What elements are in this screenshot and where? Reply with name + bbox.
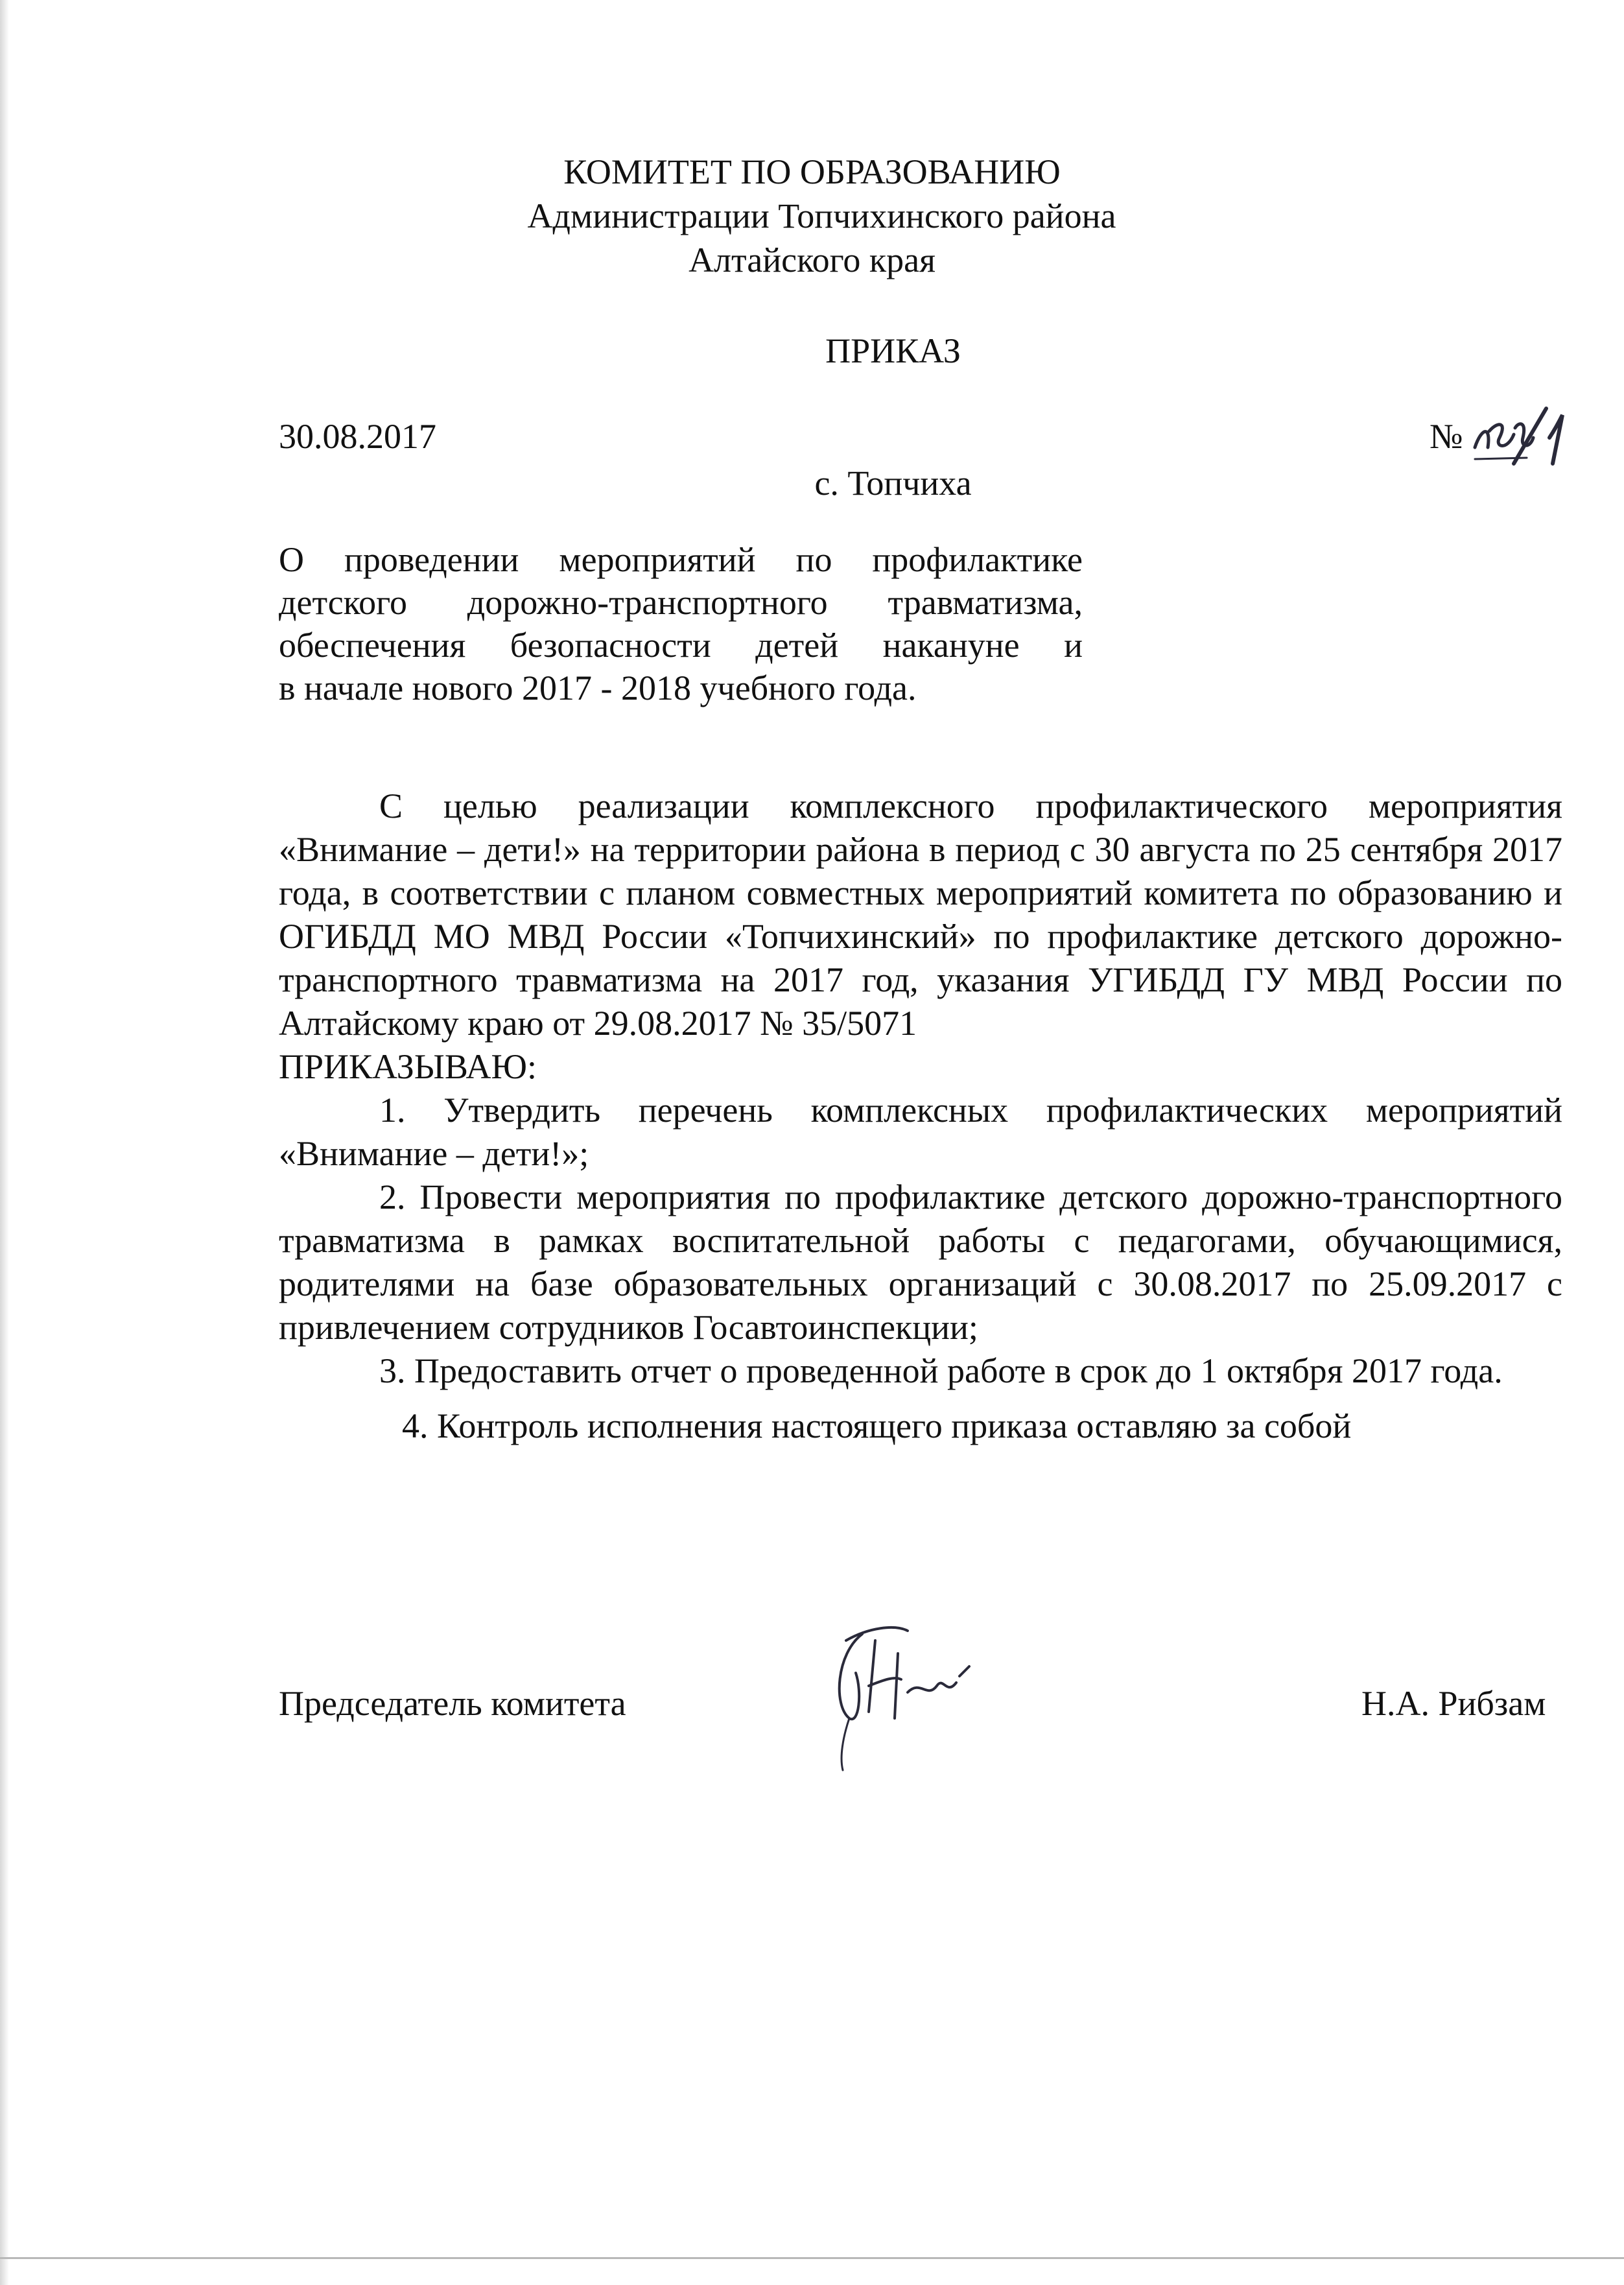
handwritten-signature (823, 1615, 1031, 1777)
topic-line: О проведении мероприятий по профилактике (279, 540, 1083, 579)
number-label: № (1430, 417, 1463, 456)
org-name: КОМИТЕТ ПО ОБРАЗОВАНИЮ (563, 152, 1061, 191)
order-topic (279, 538, 1083, 709)
order-item: 3. Предоставить отчет о проведенной работе в срок до 1 октября 2017 года. (379, 1351, 1503, 1390)
topic-line: в начале нового 2017 - 2018 учебного года. (279, 669, 917, 707)
order-body (279, 785, 1562, 1448)
signer-name: Н.А. Рибзам (1361, 1684, 1546, 1723)
order-item: 4. Контроль исполнения настоящего приказа оставляю за собой (402, 1406, 1352, 1445)
topic-line: обеспечения безопасности детей накануне и (279, 626, 1083, 665)
preamble: С целью реализации комплексного профилактического мероприятия «Внимание – дети!» на территории района в период с 30 августа по 25 сентября 2017 года, в соответствии с планом совместных мероприятий комитета по образованию и ОГИБДД МО МВД России «Топчихинский» по профилактике детского дорожно-транспортного травматизма на 2017 год, указания УГИБДД ГУ МВД России по Алтайскому краю от 29.08.2017 № 35/5071 (279, 787, 1562, 1043)
order-word: ПРИКАЗЫВАЮ: (279, 1047, 537, 1086)
order-item: 1. Утвердить перечень комплексных профилактических мероприятий «Внимание – дети!»; (279, 1091, 1562, 1173)
order-date: 30.08.2017 (279, 417, 436, 456)
signer-position: Председатель комитета (279, 1684, 626, 1723)
org-administration: Администрации Топчихинского района (527, 196, 1116, 235)
doc-type: ПРИКАЗ (825, 331, 961, 370)
org-region: Алтайского края (688, 241, 936, 279)
order-item: 2. Провести мероприятия по профилактике детского дорожно-транспортного травматизма в рамках воспитательной работы с педагогами, обучающимися, родителями на базе образовательных организаций с 30.08.2017 по 25.09.2017 с привлечением сотрудников Госавтоинспекции; (279, 1178, 1562, 1347)
topic-line: детского дорожно-транспортного травматизма, (279, 583, 1083, 622)
scan-bottom-line (0, 2257, 1624, 2259)
scan-edge (0, 0, 9, 2285)
place: с. Топчиха (814, 464, 972, 503)
